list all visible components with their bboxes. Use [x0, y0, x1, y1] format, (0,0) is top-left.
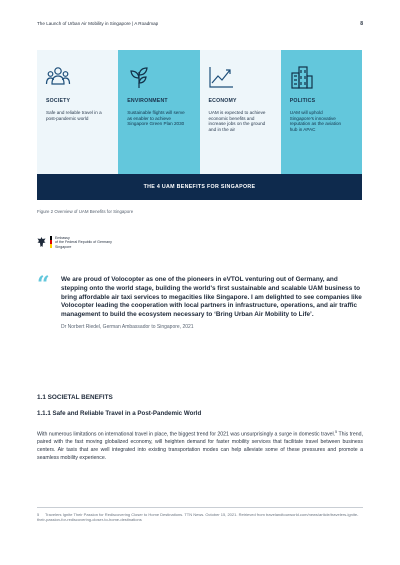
footnote-number: 5 — [37, 512, 40, 517]
benefit-text: UAM will uphold Singapore's innovative reputation as the aviation hub in APAC — [289, 110, 342, 132]
figure-caption: Figure 2 Overview of UAM Benefits for Singapore — [37, 209, 134, 214]
benefit-society — [37, 50, 118, 174]
footnote — [37, 512, 363, 523]
embassy-line: of the Federal Republic of Germany — [55, 240, 112, 245]
benefit-environment — [118, 50, 199, 174]
benefit-title: ECONOMY — [208, 98, 237, 104]
document-title: The Launch of Urban Air Mobility in Singapore | A Roadmap — [37, 21, 159, 26]
benefit-title: SOCIETY — [46, 98, 71, 104]
page-header — [37, 21, 363, 27]
german-flag-icon — [50, 236, 52, 248]
benefit-title: POLITICS — [289, 98, 316, 104]
body-text: With numerous limitations on international travel in place, the biggest trend for 2021 was unsurprisingly a surge in domestic travel. — [37, 431, 336, 438]
footnote-text: Travelers Ignite Their Passion for Rediscovering Closer to Home Destinations. TTN News. October 15, 2021. Retrieved from travelandtourworld.com/news/article/travelers-ignite-their-passion-for-rediscovering-closer-to-home-destinations — [37, 512, 359, 523]
benefit-text: UAM is expected to achieve economic benefits and increase jobs on the ground and in the air — [208, 110, 266, 132]
embassy-line: Singapore — [55, 244, 72, 249]
subsection-title: 1.1.1 Safe and Reliable Travel in a Post-Pandemic World — [37, 410, 202, 417]
ambassador-quote — [37, 272, 363, 330]
benefit-economy — [200, 50, 281, 174]
eagle-icon — [37, 236, 46, 248]
benefit-text: Sustainable flights will serve as enabler to achieve Singapore Green Plan 2030 — [127, 110, 185, 127]
body-paragraph — [37, 429, 363, 462]
quote-mark-icon: “ — [37, 272, 50, 298]
quote-author: Dr Norbert Riedel, German Ambassador to Singapore, 2021 — [61, 323, 194, 330]
uam-benefits-figure — [37, 50, 362, 200]
people-icon — [45, 64, 71, 90]
footnote-ref[interactable]: 5 — [335, 430, 338, 434]
embassy-logo — [37, 236, 112, 249]
benefits-banner: THE 4 UAM BENEFITS FOR SINGAPORE — [37, 174, 362, 200]
benefit-politics — [281, 50, 362, 174]
embassy-line: Embassy — [55, 236, 70, 240]
growth-chart-icon — [208, 64, 234, 90]
body-text: This trend, paired with the fast moving globalized economy, will heighten demand for faster mobility services that facilitate travel between business centers. Air taxis that are well integrated into existing transportation modes can help alleviate some of these pressures and promote a seamless mobility experience. — [37, 431, 363, 461]
section-title: 1.1 SOCIETAL BENEFITS — [37, 394, 113, 401]
page-number: 8 — [360, 21, 363, 27]
government-building-icon — [289, 64, 315, 90]
benefit-text: Safe and reliable travel in a post-pandemic world — [46, 110, 102, 121]
plant-icon — [126, 64, 152, 90]
footnote-divider — [37, 507, 363, 508]
benefit-title: ENVIRONMENT — [127, 98, 168, 104]
quote-text: We are proud of Volocopter as one of the pioneers in eVTOL venturing out of Germany, and stepping onto the world stage, building the world's first sustainable and scalable UAM business to bring affordable air taxi services to megacities like Singapore. I am delighted to see companies like Volocopter leading the cooperation with local partners in infrastructure, operations, and air traffic management to build the ecosystem necessary to ‘Bring Urban Air Mobility to Life’. — [61, 276, 362, 319]
